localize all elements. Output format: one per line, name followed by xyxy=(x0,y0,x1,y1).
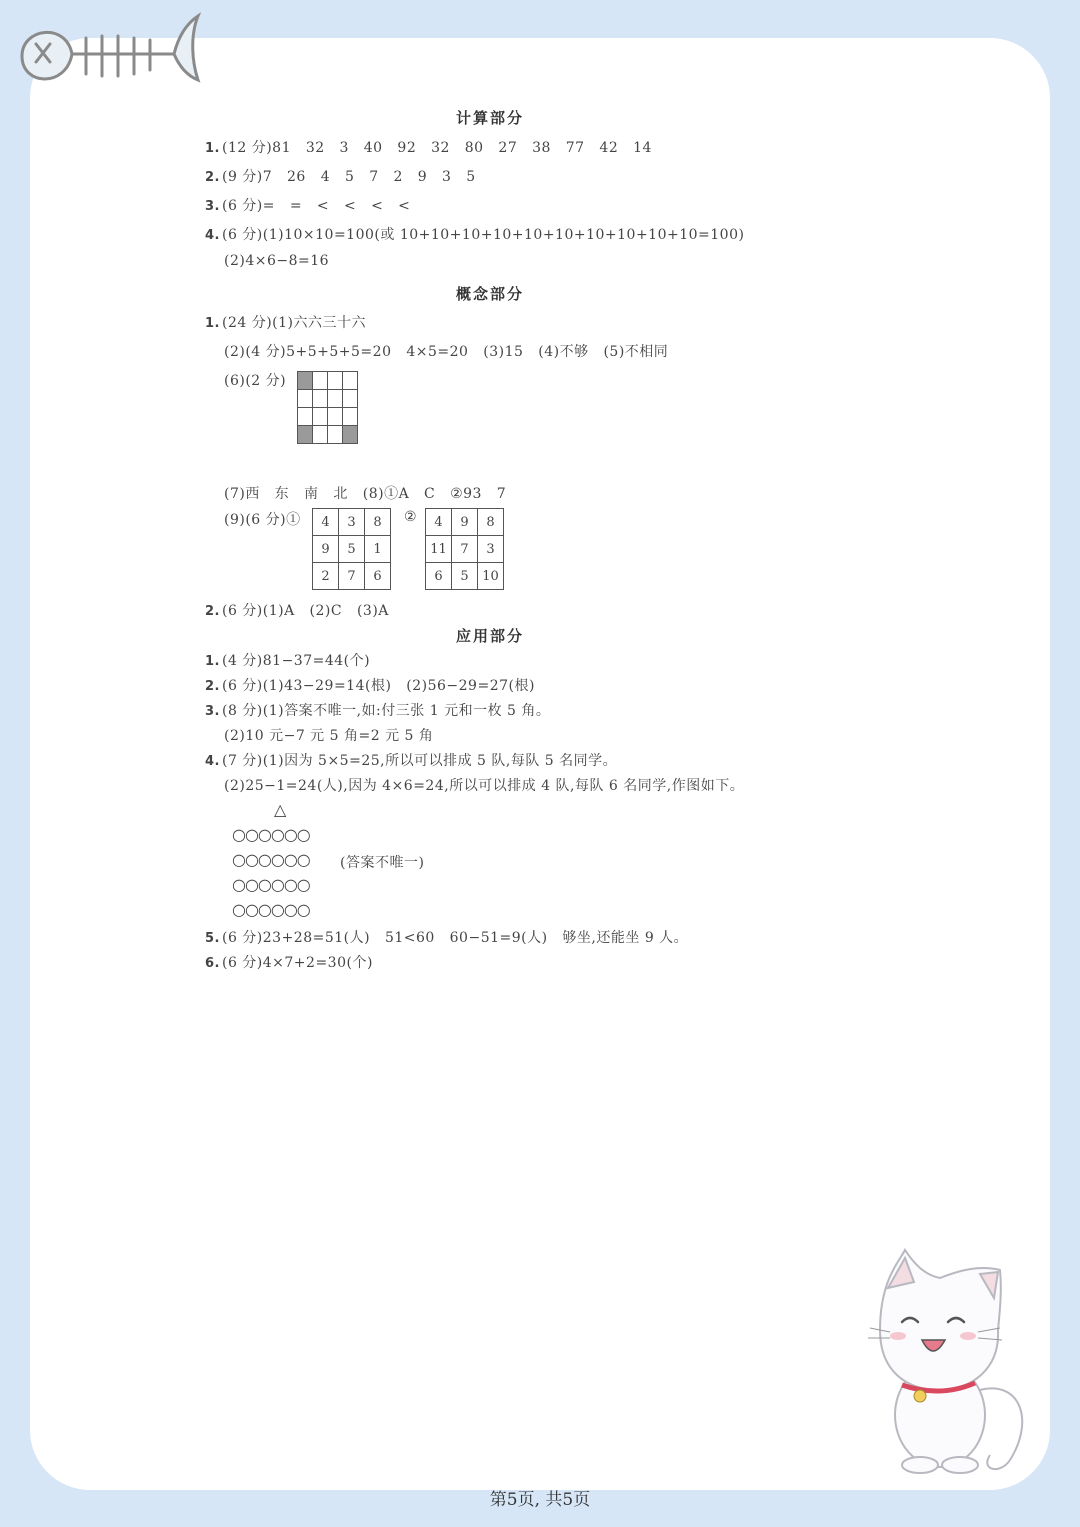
answer-text: (6 分)(1)10×10=100(或 10+10+10+10+10+10+10+10+10+10=100) xyxy=(221,227,745,243)
circle-row-2: ○○○○○○ xyxy=(232,850,310,869)
apply-q1 xyxy=(205,650,370,670)
question-number: 2. xyxy=(205,604,220,619)
answer-text: (12 分)81 32 3 40 92 32 80 27 38 77 42 14 xyxy=(221,140,652,156)
answer-text: (6 分)23+28=51(人) 51<60 60−51=9(人) 够坐,还能坐 9 人。 xyxy=(221,930,689,946)
grid-cell-shaded xyxy=(298,372,313,390)
apply-q2 xyxy=(205,675,535,695)
circle-row-3: ○○○○○○ xyxy=(232,875,310,894)
answer-text: (4 分)81−37=44(个) xyxy=(221,653,371,669)
section-title-concept: 概念部分 xyxy=(455,285,524,303)
magic-square-cell: 1 xyxy=(365,536,391,563)
question-number: 1. xyxy=(205,141,220,156)
magic-square-cell: 6 xyxy=(426,563,452,590)
magic-square-row xyxy=(313,536,391,563)
shaded-grid xyxy=(297,371,358,444)
apply-q4-part2: (2)25−1=24(人),因为 4×6=24,所以可以排成 4 队,每队 6 名同学,作图如下。 xyxy=(224,778,745,794)
answer-text: (7 分)(1)因为 5×5=25,所以可以排成 5 队,每队 5 名同学。 xyxy=(221,753,618,769)
grid-cell xyxy=(343,390,358,408)
answer-text: (24 分)(1)六六三十六 xyxy=(221,315,367,331)
magic-square-cell: 2 xyxy=(313,563,339,590)
grid-cell-shaded xyxy=(298,426,313,444)
magic-square-cell: 5 xyxy=(452,563,478,590)
question-number: 6. xyxy=(205,956,220,971)
magic-square-cell: 4 xyxy=(426,509,452,536)
magic-square-1 xyxy=(312,508,391,590)
magic-square-cell: 9 xyxy=(452,509,478,536)
apply-q5 xyxy=(205,927,688,947)
magic-square-cell: 6 xyxy=(365,563,391,590)
answer-text: (6 分)4×7+2=30(个) xyxy=(221,955,373,971)
calc-q1 xyxy=(205,137,652,157)
grid-row xyxy=(298,372,358,390)
grid-cell xyxy=(343,372,358,390)
magic-square-cell: 7 xyxy=(452,536,478,563)
magic-square-cell: 5 xyxy=(339,536,365,563)
answer-text: (6 分)(1)43−29=14(根) (2)56−29=27(根) xyxy=(221,678,535,694)
magic-square-cell: 11 xyxy=(426,536,452,563)
question-number: 5. xyxy=(205,931,220,946)
question-number: 2. xyxy=(205,679,220,694)
grid-cell xyxy=(328,408,343,426)
question-number: 2. xyxy=(205,170,220,185)
grid-row xyxy=(298,426,358,444)
magic-square-cell: 8 xyxy=(365,509,391,536)
grid-cell xyxy=(328,426,343,444)
question-number: 1. xyxy=(205,654,220,669)
calc-q4-part2: (2)4×6−8=16 xyxy=(224,253,330,269)
grid-cell xyxy=(313,372,328,390)
answer-text: (6 分)(1)A (2)C (3)A xyxy=(221,603,389,619)
grid-cell xyxy=(328,372,343,390)
grid-cell xyxy=(343,408,358,426)
answer-text: (9 分)7 26 4 5 7 2 9 3 5 xyxy=(221,169,476,185)
grid-cell-shaded xyxy=(343,426,358,444)
circle-row-4: ○○○○○○ xyxy=(232,900,310,919)
section-title-apply: 应用部分 xyxy=(455,627,524,645)
grid-cell xyxy=(328,390,343,408)
concept-q1-part9: (9)(6 分)① xyxy=(224,512,301,528)
calc-q2 xyxy=(205,166,476,186)
magic-square-cell: 3 xyxy=(339,509,365,536)
magic-square-row xyxy=(426,536,504,563)
question-number: 3. xyxy=(205,704,220,719)
grid-cell xyxy=(313,390,328,408)
magic-square-row xyxy=(313,509,391,536)
circle-two-label: ② xyxy=(404,509,418,525)
concept-q1-part7-8: (7)西 东 南 北 (8)①A C ②93 7 xyxy=(224,486,507,502)
magic-square-cell: 4 xyxy=(313,509,339,536)
magic-square-row xyxy=(313,563,391,590)
concept-q2 xyxy=(205,600,389,620)
grid-cell xyxy=(313,408,328,426)
question-number: 4. xyxy=(205,754,220,769)
magic-square-row xyxy=(426,509,504,536)
calc-q3 xyxy=(205,195,410,215)
answer-text: (6 分)= = < < < < xyxy=(221,198,411,214)
magic-square-2 xyxy=(425,508,504,590)
apply-q6 xyxy=(205,952,373,972)
question-number: 3. xyxy=(205,199,220,214)
answer-text: (8 分)(1)答案不唯一,如:付三张 1 元和一枚 5 角。 xyxy=(221,703,551,719)
grid-cell xyxy=(313,426,328,444)
grid-row xyxy=(298,408,358,426)
magic-square-row xyxy=(426,563,504,590)
page-footer: 第5页, 共5页 xyxy=(489,1490,591,1510)
concept-q1-part6: (6)(2 分) xyxy=(224,373,287,389)
grid-cell xyxy=(298,408,313,426)
concept-q1-part2: (2)(4 分)5+5+5+5=20 4×5=20 (3)15 (4)不够 (5)不相同 xyxy=(224,344,669,360)
section-title-calc: 计算部分 xyxy=(455,109,524,127)
grid-row xyxy=(298,390,358,408)
apply-q3-part2: (2)10 元−7 元 5 角=2 元 5 角 xyxy=(224,728,434,744)
calc-q4 xyxy=(205,224,744,244)
grid-cell xyxy=(298,390,313,408)
apply-q3 xyxy=(205,700,550,720)
circle-row-1: ○○○○○○ xyxy=(232,825,310,844)
magic-square-cell: 3 xyxy=(478,536,504,563)
answer-not-unique-note: (答案不唯一) xyxy=(340,855,425,871)
magic-square-cell: 7 xyxy=(339,563,365,590)
triangle-symbol: △ xyxy=(274,800,287,819)
magic-square-cell: 8 xyxy=(478,509,504,536)
apply-q4 xyxy=(205,750,617,770)
magic-square-cell: 9 xyxy=(313,536,339,563)
question-number: 1. xyxy=(205,316,220,331)
concept-q1 xyxy=(205,312,366,332)
magic-square-cell: 10 xyxy=(478,563,504,590)
question-number: 4. xyxy=(205,228,220,243)
